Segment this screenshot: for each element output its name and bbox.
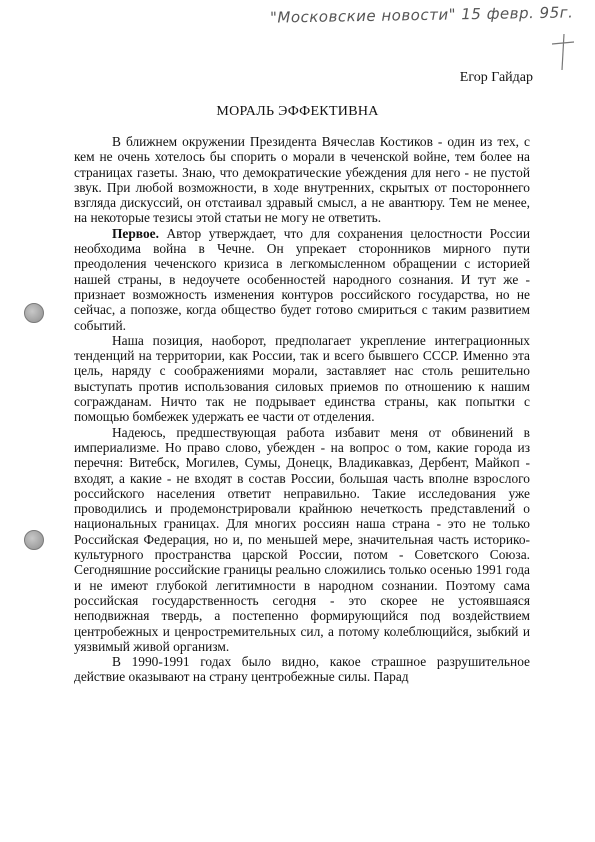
paragraph-4: Надеюсь, предшествующая работа избавит меня от обвинений в империализме. Но право слово, убежден - на вопрос о том, какие города из перечня: Витебск, Могилев, Сумы, Донецк, Владикавказ, Дербент, Майкоп - входят, а какие - не входят в состав России, большая часть вполне взрослого российского населения ответит неправильно. Такие исследования уже проводились и продемонстрировали крайнюю нечеткость представлений о национальных границах. Для многих россиян наша страна - это не только Российская Федерация, но и, по меньшей мере, значительная часть историко-культурного пространства царской России, потом - Советского Союза. Сегодняшние российские границы реально сложились только осенью 1991 года и не имеют глубокой легитимности в народном сознании. Поэтому сама российская государственность сегодня - это скорее не устоявшаяся неподвижная твердь, а постепенно формирующийся под воздействием центробежных и ценростремительных сил, а потому колеблющийся, зыбкий и уязвимый живой организм. bbox=[74, 424, 530, 654]
author-name: Егор Гайдар bbox=[459, 70, 533, 85]
paragraph-3: Наша позиция, наоборот, предполагает укрепление интеграционных тенденций на территории, как России, так и всего бывшего СССР. Именно эта цель, наряду с соображениями морали, заставляет нас столь решительно выступать против использования силовых приемов по отношению к нашим согражданам. Ничто так не подрывает единства страны, как попытки с помощью бомбежек удержать ее части от отделения. bbox=[74, 332, 530, 425]
paragraph-lead-bold: Первое. bbox=[112, 225, 159, 241]
paragraph-5: В 1990-1991 годах было видно, какое страшное разрушительное действие оказывают на страну центробежные силы. Парад bbox=[74, 654, 530, 685]
punch-hole-bottom bbox=[24, 530, 44, 550]
article-body bbox=[74, 134, 530, 685]
handwritten-cross-mark bbox=[548, 32, 578, 72]
punch-hole-top bbox=[24, 303, 44, 323]
paragraph-1: В ближнем окружении Президента Вячеслав Костиков - один из тех, с кем не очень хотелось бы спорить о морали в чеченской войне, тем более на страницах газеты. Знаю, что демократические убеждения для него - не пустой звук. При любой возможности, в ходе внутренних, скрытых от постороннего взгляда дискуссий, он отстаивал здравый смысл, а не авантюру. Тем не менее, на некоторые тезисы этой статьи не могу не ответить. bbox=[74, 134, 530, 226]
paragraph-2: Первое. Автор утверждает, что для сохранения целостности России необходима война в Чечне. Он упрекает сторонников мирного пути преодоления чеченского кризиса в легкомысленном обращении с историей нашей страны, в недоучете особенностей народного сознания. И тут же - признает возможность изменения контуров российского государства, но не сейчас, а попозже, когда общество будет готово смириться с таким развитием событий. bbox=[74, 225, 530, 333]
article-title: МОРАЛЬ ЭФФЕКТИВНА bbox=[216, 104, 379, 119]
handwritten-source-note: "Московские новости" 15 февр. 95г. bbox=[269, 3, 574, 27]
